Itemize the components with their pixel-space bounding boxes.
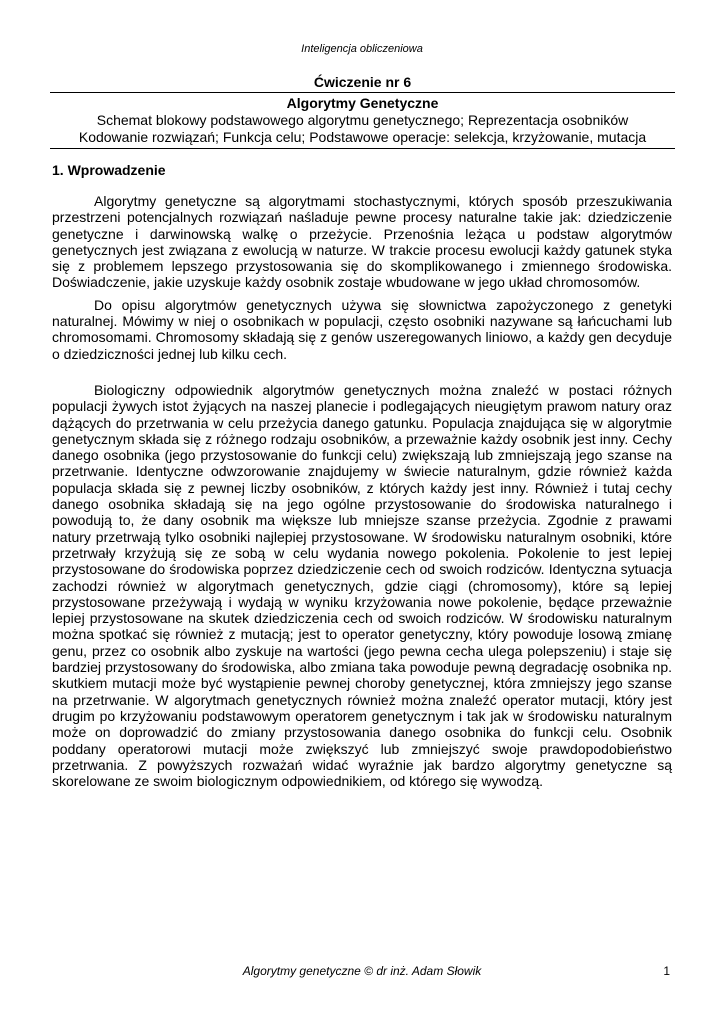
paragraph: Do opisu algorytmów genetycznych używa się słownictwa zapożyczonego z genetyki naturalnej. Mówimy w niej o osobnikach w populacji, często osobniki nazywane są łańcuchami lub chromosomami. Chromosomy składają się z genów uszeregowanych liniowo, a każdy gen decyduje o dziedziczności jednej lub kilku cech. <box>52 296 672 362</box>
paragraph: Biologiczny odpowiednik algorytmów genetycznych można znaleźć w postaci różnych populacji żywych istot żyjących na naszej planecie i podlegających nieugiętym prawom natury oraz dążących do przetrwania w celu przeżycia danego gatunku. Populacja znajdująca się w algorytmie genetycznym składa się z różnego rodzaju osobników, a przeważnie każdy osobnik jest inny. Cechy danego osobnika (jego przystosowanie do funkcji celu) zwiększają lub zmniejszają jego szanse na przetrwanie. Identyczne odwzorowanie znajdujemy w świecie naturalnym, gdzie również każda populacja składa się z pewnej liczby osobników, z których każdy jest inny. Również i tutaj cechy danego osobnika składają się na jego ogólne przystosowanie do środowiska naturalnego i powodują to, że dany osobnik ma większe lub mniejsze szanse przeżycia. Zgodnie z prawami natury przetrwają tylko osobniki najlepiej przystosowane. W środowisku naturalnym osobniki, które przetrwały krzyżują się ze sobą w celu wydania nowego pokolenia. Pokolenie to jest lepiej przystosowane do środowiska poprzez dziedziczenie cech od swoich rodziców. Identyczna sytuacja zachodzi również w algorytmach genetycznych, gdzie ciągi (chromosomy), które są lepiej przystosowane przeżywają i wydają w wyniku krzyżowania nowe pokolenie, będące przeważnie lepiej przystosowane na skutek dziedziczenia cech od swoich rodziców. W środowisku naturalnym można spotkać się również z mutacją; jest to operator genetyczny, który powoduje losową zmianę genu, przez co osobnik albo zyskuje na wartości (jego pewna cecha ulega polepszeniu) i staje się bardziej przystosowany do środowiska, albo zmiana taka powoduje pewną degradację osobnika np. skutkiem mutacji może być wystąpienie pewnej choroby genetycznej, która zmniejszy jego szanse na przetrwanie. W algorytmach genetycznych również można znaleźć operator mutacji, który jest drugim po krzyżowaniu podstawowym operatorem genetycznym i tak jak w środowisku naturalnym może on doprowadzić do zmiany przystosowania danego osobnika do funkcji celu. Osobnik poddany operatorowi mutacji może zwiększyć lub zmniejszyć swoje prawdopodobieństwo przetrwania. Z powyższych rozważań widać wyraźnie jak bardzo algorytmy genetyczne są skorelowane ze swoim biologicznym odpowiednikiem, od którego się wywodzą. <box>52 381 672 790</box>
exercise-description <box>50 112 675 149</box>
section-heading: 1. Wprowadzenie <box>52 162 166 178</box>
running-header: Inteligencja obliczeniowa <box>301 43 423 55</box>
body-text <box>52 193 672 795</box>
exercise-description-line-2: Kodowanie rozwiązań; Funkcja celu; Podstawowe operacje: selekcja, krzyżowanie, mutacja <box>78 129 647 145</box>
exercise-title: Algorytmy Genetyczne <box>286 95 439 111</box>
paragraph: Algorytmy genetyczne są algorytmami stochastycznymi, których sposób przeszukiwania przestrzeni potencjalnych rozwiązań naśladuje pewne procesy naturalne takie jak: dziedziczenie genetyczne i darwinowską walkę o przeżycie. Przenośnia leżąca u podstaw algorytmów genetycznych jest związana z ewolucją w naturze. W trakcie procesu ewolucji każdy gatunek styka się z problemem lepszego przystosowania się do skomplikowanego i zmiennego środowiska. Doświadczenie, jakie uzyskuje każdy osobnik zostaje wbudowane w jego układ chromosomów. <box>52 193 672 291</box>
title-block <box>50 74 675 149</box>
footer-text: Algorytmy genetyczne © dr inż. Adam Słowik <box>242 964 482 978</box>
exercise-number: Ćwiczenie nr 6 <box>50 74 675 93</box>
exercise-description-line-1: Schemat blokowy podstawowego algorytmu genetycznego; Reprezentacja osobników <box>96 112 629 128</box>
page-number: 1 <box>663 964 670 978</box>
